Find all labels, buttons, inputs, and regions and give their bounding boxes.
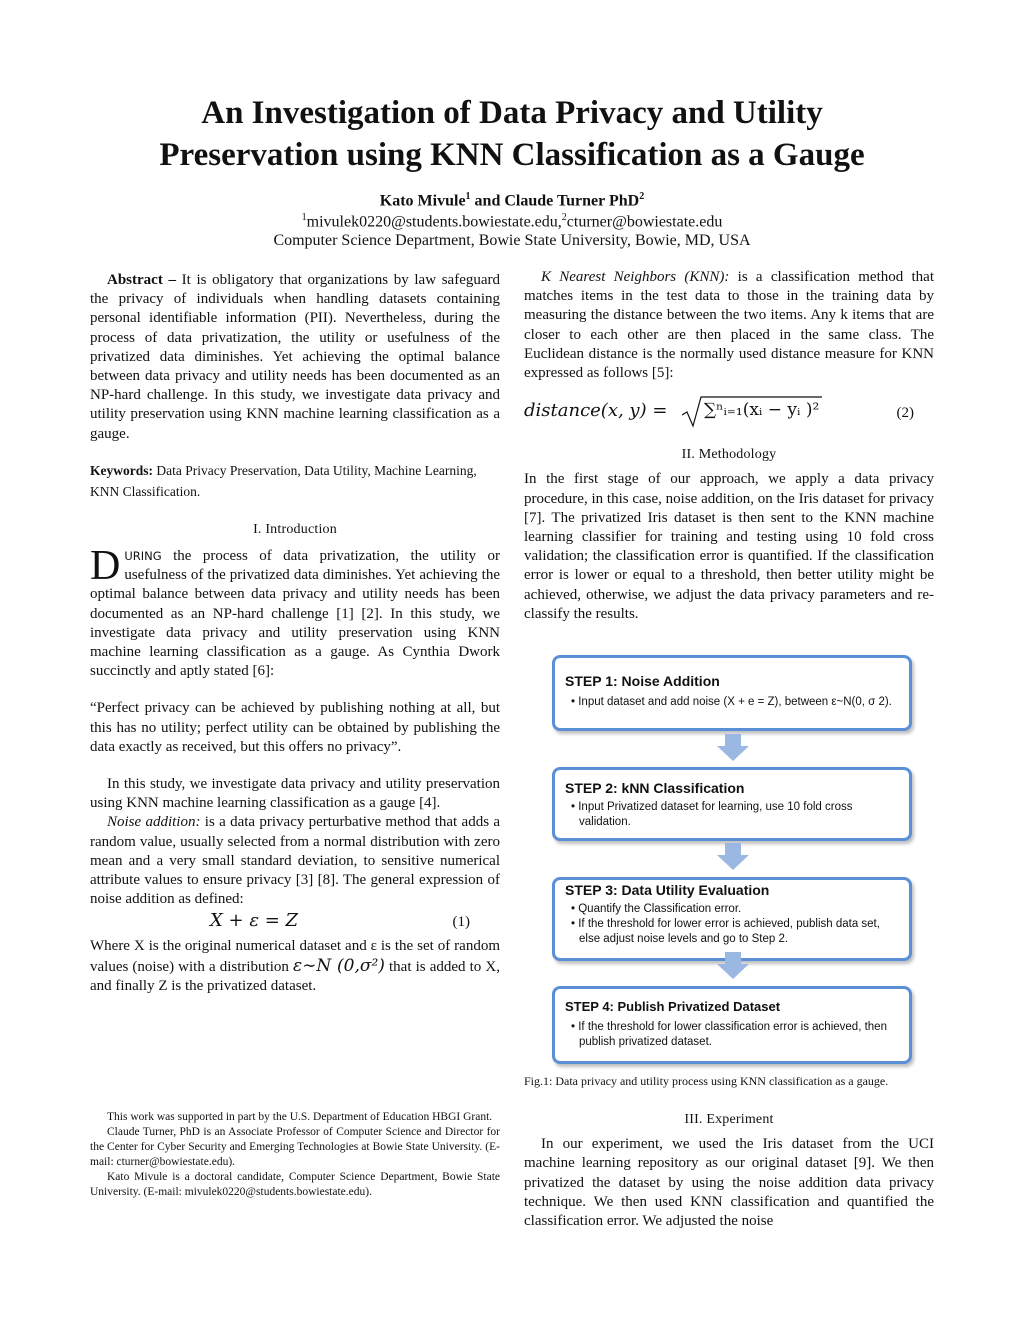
figure-caption: Fig.1: Data privacy and utility process using KNN classification as a gauge. — [524, 1074, 889, 1088]
email-2: cturner@bowiestate.edu — [566, 213, 723, 231]
down-arrow-icon — [715, 734, 751, 762]
down-arrow-icon — [715, 952, 751, 980]
experiment-paragraph: In our experiment, we used the Iris dataset from the UCI machine learning repository as our original dataset [9]. We then privatized the dataset by using the noise addition data privacy technique. We then used KNN classification and quantified the classification error. We adjusted the noise — [524, 1136, 934, 1230]
abstract-label: Abstract – — [107, 272, 176, 288]
experiment-section — [524, 1110, 934, 1231]
footnote-3: Kato Mivule is a doctoral candidate, Computer Science Department, Bowie State University. (E-mail: mivulek0220@students.bowiestate.edu). — [90, 1171, 500, 1198]
step-3-box — [552, 877, 912, 961]
intro-heading: I. Introduction — [253, 521, 337, 537]
step-2-title: STEP 2: kNN Classification — [565, 780, 745, 796]
author-emails — [60, 208, 964, 232]
where-text: Where X is the original numerical dataset and ε is the set of random values (noise) with a distribution — [90, 938, 500, 975]
affiliation: Computer Science Department, Bowie State University, Bowie, MD, USA — [273, 232, 751, 249]
email-sup-1: 1 — [301, 212, 307, 223]
equation-2-number: (2) — [896, 405, 914, 422]
abstract-text: It is obligatory that organizations by law safeguard the privacy of individuals when handling datasets containing personal identifiable information (PII). Nevertheless, during the process of data privatization, the utility or usefulness of the privatized data diminishes. Yet achieving the optimal balance between data privacy and utility needs has been documented as an NP-hard challenge. In this study, we investigate data privacy and utility preservation using KNN machine learning classification as a gauge. — [90, 272, 501, 442]
where-distribution: ε∼N (0,σ²) — [293, 955, 385, 976]
knn-text: is a classification method that matches items in the test data to those in the training data by measuring the distance between the two items. Any k items that are closer to each other are then placed in the same class. The Euclidean distance is the normally used distance measure for KNN expressed as follows [5]: — [524, 269, 934, 382]
keywords-text: Data Privacy Preservation, Data Utility, Machine Learning, KNN Classification. — [90, 462, 477, 499]
where-end: that is added to X, and finally Z is the privatized dataset. — [90, 958, 500, 994]
step-4-bullet: • If the threshold for lower classification error is achieved, then publish privatized dataset. — [565, 1020, 899, 1050]
knn-paragraph — [524, 268, 934, 383]
step-2-list — [555, 800, 909, 830]
intro-smallcaps: URING — [124, 549, 162, 564]
keywords-label: Keywords: — [90, 462, 153, 478]
flowchart — [552, 655, 908, 1070]
step-3-bullet-1: • Quantify the Classification error. — [565, 902, 899, 917]
dwork-quote: “Perfect privacy can be achieved by publishing nothing at all, but this has no utility; perfect utility can be obtained by publishing the data exactly as received, but this offers no privacy”. — [90, 700, 500, 755]
where-paragraph — [90, 937, 500, 996]
author-2-sup: 2 — [639, 191, 645, 202]
email-sup-2: 2 — [561, 212, 567, 223]
abstract — [90, 271, 500, 444]
experiment-heading: III. Experiment — [684, 1112, 774, 1127]
author-1-sup: 1 — [465, 191, 471, 202]
left-column — [90, 271, 500, 996]
study-paragraph: In this study, we investigate data privacy and utility preservation using KNN machine learning classification as a gauge [4]. — [90, 776, 500, 812]
step-3-bullet-2: • If the threshold for lower error is achieved, publish data set, else adjust noise levels and go to Step 2. — [565, 917, 899, 947]
step-1-box — [552, 655, 912, 731]
footnote-1: This work was supported in part by the U.S. Department of Education HBGI Grant. — [107, 1111, 493, 1123]
step-2-box — [552, 767, 912, 841]
methodology-heading: II. Methodology — [681, 447, 777, 463]
equation-1-body: X + ε = Z — [210, 910, 299, 932]
equation-2-rhs: ∑ⁿᵢ₌₁(xᵢ − yᵢ )² — [704, 400, 820, 421]
equation-1-number: (1) — [452, 914, 470, 931]
equation-2-lhs: distance(x, y) = — [524, 400, 668, 422]
noise-paragraph — [90, 813, 500, 909]
dropcap: D — [90, 543, 121, 590]
step-4-list — [555, 1020, 909, 1050]
step-3-list — [555, 902, 909, 947]
paper-title — [60, 92, 964, 176]
step-4-title: STEP 4: Publish Privatized Dataset — [565, 999, 781, 1014]
step-1-bullet: • Input dataset and add noise (X + e = Z), between ε~N(0, σ 2). — [565, 695, 899, 710]
intro-text: the process of data privatization, the utility or usefulness of the privatized data diminishes. Yet achieving the optimal balance between data privacy and utility needs has been documented as an NP-hard challenge [1] [2]. In this study, we investigate data privacy and utility preservation using KNN machine learning classification as a gauge. As Cynthia Dwork succinctly and aptly stated [6]: — [90, 548, 500, 680]
title-line-2: Preservation using KNN Classification as a Gauge — [159, 137, 865, 173]
author-1: Kato Mivule — [379, 192, 466, 210]
footnotes — [90, 1110, 500, 1200]
step-3-title: STEP 3: Data Utility Evaluation — [565, 882, 770, 898]
step-4-box — [552, 986, 912, 1064]
right-column — [524, 268, 934, 624]
author-2: and Claude Turner PhD — [470, 192, 640, 210]
keywords — [90, 460, 500, 502]
noise-text: is a data privacy perturbative method that adds a random value, usually selected from a normal distribution with zero mean and a very small standard deviation, to sensitive numerical attribute values to ensure privacy [3] [8]. The general expression of noise addition as defined: — [90, 814, 500, 908]
methodology-paragraph: In the first stage of our approach, we apply a data privacy procedure, in this case, noise addition, on the Iris dataset for privacy [7]. The privatized Iris dataset is then sent to the KNN machine learning classifier for training and testing using 10 fold cross validation; the classification error is quantified. If the classification error is lower or equal to a threshold, then better utility might be achieved, otherwise, we adjust the data privacy parameters and re-classify the results. — [524, 471, 934, 622]
equation-2 — [524, 391, 934, 435]
step-1-title: STEP 1: Noise Addition — [565, 673, 720, 689]
knn-label: K Nearest Neighbors (KNN): — [541, 269, 730, 285]
equation-1 — [90, 909, 500, 937]
footnote-2: Claude Turner, PhD is an Associate Professor of Computer Science and Director for the Center for Cyber Security and Emerging Technologies at Bowie State University. (E-mail: cturner@bowiestate.edu). — [90, 1126, 500, 1168]
email-1: mivulek0220@students.bowiestate.edu, — [306, 213, 562, 231]
step-1-list — [555, 695, 909, 710]
intro-paragraph — [90, 543, 500, 681]
title-line-1: An Investigation of Data Privacy and Utility — [201, 95, 823, 131]
down-arrow-icon — [715, 843, 751, 871]
step-2-bullet: • Input Privatized dataset for learning, use 10 fold cross validation. — [565, 800, 899, 830]
noise-label: Noise addition: — [107, 814, 201, 831]
